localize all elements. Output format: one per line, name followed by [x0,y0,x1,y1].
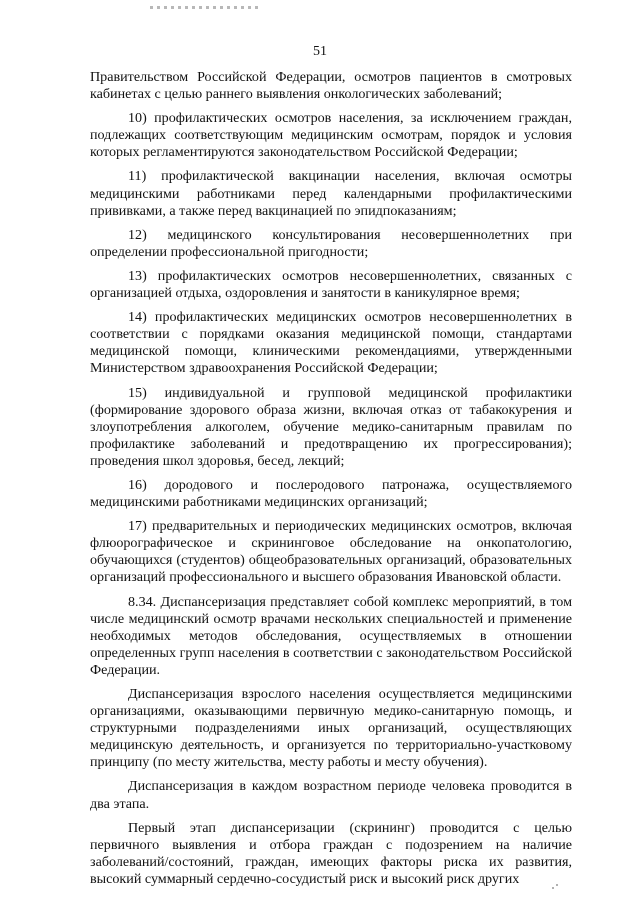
page-number: 51 [313,44,327,59]
scan-speck [556,884,558,886]
paragraph-item-11: 11) профилактической вакцинации населения, включая осмотры медицинскими работниками перед календарными профилактическими прививками, а также перед вакцинацией по эпидпоказаниям; [90,168,572,219]
scan-speck [552,887,554,889]
scan-artifact [150,6,260,9]
paragraph-two-stages: Диспансеризация в каждом возрастном периоде человека проводится в два этапа. [90,778,572,812]
paragraph-item-16: 16) дородового и послеродового патронажа, осуществляемого медицинскими работниками медицинских организаций; [90,476,572,511]
paragraph-item-12: 12) медицинского консультирования несовершеннолетних при определении профессиональной пригодности; [90,226,572,260]
paragraph-item-15: 15) индивидуальной и групповой медицинской профилактики (формирование здорового образа жизни, включая отказ от табакокурения и злоупотребления алкоголем, обучение медико-санитарным правилам по профилактике заболеваний и предотвращению их прогрессирования); проведения школ здоровья, бесед, лекций; [90,384,572,469]
paragraph-item-13: 13) профилактических осмотров несовершеннолетних, связанных с организацией отдыха, оздоровления и занятости в каникулярное время; [90,267,572,302]
document-body [90,69,572,895]
paragraph-continuation: Правительством Российской Федерации, осмотров пациентов в смотровых кабинетах с целью раннего выявления онкологических заболеваний; [90,69,572,103]
paragraph-first-stage: Первый этап диспансеризации (скрининг) проводится с целью первичного выявления и отбора граждан с подозрением на наличие заболеваний/состояний, граждан, имеющих факторы риска их развития, высокий суммарный сердечно-сосудистый риск и высокий риск других [90,819,572,887]
paragraph-item-14: 14) профилактических медицинских осмотров несовершеннолетних в соответствии с порядками оказания медицинской помощи, стандартами медицинской помощи, клиническими рекомендациями, утвержденными Министерством здравоохранения Российской Федерации; [90,309,572,377]
paragraph-section-8-34: 8.34. Диспансеризация представляет собой комплекс мероприятий, в том числе медицинский осмотр врачами нескольких специальностей и применение необходимых методов обследования, осуществляемых в отношении определенных групп населения в соответствии с законодательством Российской Федерации. [90,593,572,678]
paragraph-adult-dispensarization: Диспансеризация взрослого населения осуществляется медицинскими организациями, оказывающими первичную медико-санитарную помощь, и структурными подразделениями иных организаций, осуществляющих медицинскую деятельность, и организуется по территориально-участковому принципу (по месту жительства, месту работы и месту обучения). [90,686,572,771]
paragraph-item-10: 10) профилактических осмотров населения, за исключением граждан, подлежащих соответствующим медицинским осмотрам, порядок и условия которых регламентируются законодательством Российской Федерации; [90,110,572,161]
paragraph-item-17: 17) предварительных и периодических медицинских осмотров, включая флюорографическое и скрининговое обследование на онкопатологию, обучающихся (студентов) общеобразовательных организаций, образовательных организаций профессионального и высшего образования Ивановской области. [90,518,572,586]
